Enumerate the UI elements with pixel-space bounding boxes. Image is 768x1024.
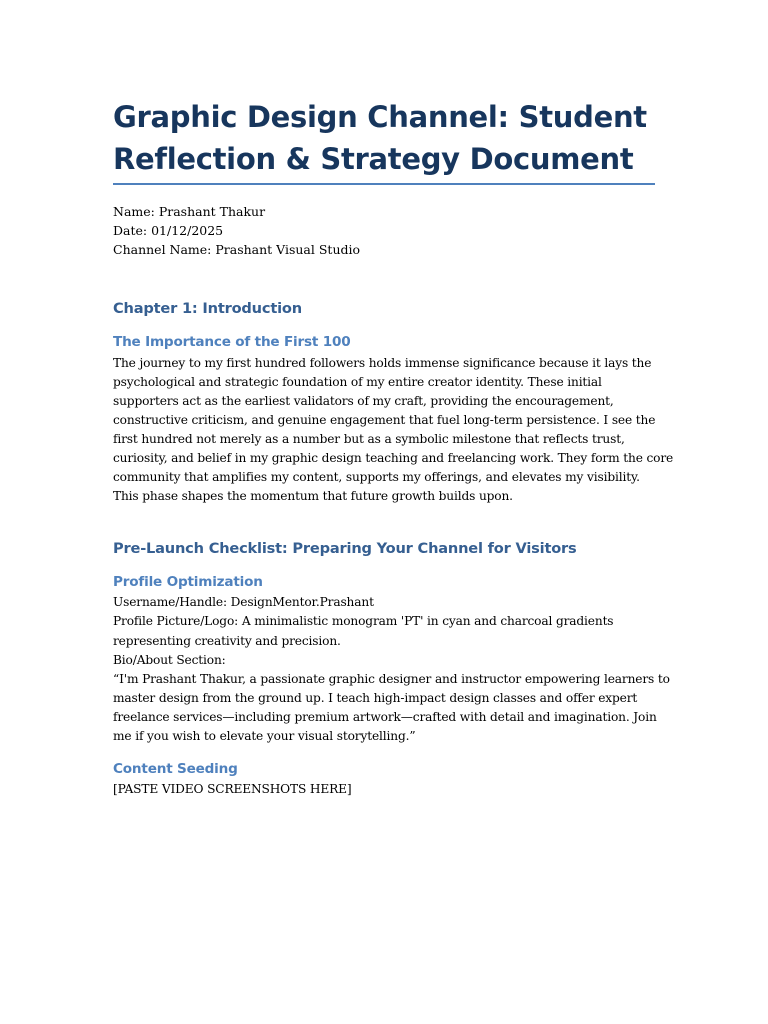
paragraph-line: constructive criticism, and genuine engagement that fuel long-term persistence. I see the (113, 412, 656, 427)
paragraph-line: curiosity, and belief in my graphic design teaching and freelancing work. They form the core (113, 451, 674, 466)
profile-optimization-subheading: Profile Optimization (113, 574, 263, 591)
screenshot-placeholder-text: [PASTE VIDEO SCREENSHOTS HERE] (113, 782, 352, 797)
prelaunch-heading: Pre-Launch Checklist: Preparing Your Channel for Visitors (113, 540, 577, 558)
meta-date: Date: 01/12/2025 (113, 223, 224, 239)
title-line-1: Graphic Design Channel: Student (113, 100, 647, 134)
paragraph-line: This phase shapes the momentum that future growth builds upon. (113, 489, 513, 504)
paragraph-line: psychological and strategic foundation of my entire creator identity. These initial (113, 374, 602, 389)
title-line-2: Reflection & Strategy Document (113, 142, 634, 176)
profile-bio-line: “I'm Prashant Thakur, a passionate graphic designer and instructor empowering learners to (113, 671, 670, 686)
profile-optimization-text (113, 593, 670, 746)
profile-bio-line: me if you wish to elevate your visual storytelling.” (113, 729, 416, 744)
document-title (113, 96, 655, 180)
profile-handle-line: Username/Handle: DesignMentor.Prashant (113, 595, 374, 610)
paragraph-line: The journey to my first hundred followers holds immense significance because it lays the (113, 355, 652, 370)
profile-bio-line: master design from the ground up. I teach high-impact design classes and offer expert (113, 690, 638, 705)
document-page (113, 96, 674, 799)
meta-name: Name: Prashant Thakur (113, 204, 266, 219)
content-seeding-subheading: Content Seeding (113, 761, 238, 778)
first-100-paragraph (113, 354, 674, 507)
profile-bio-line: freelance services—including premium artwork—crafted with detail and imagination. Join (113, 709, 657, 724)
title-underline (113, 183, 655, 185)
profile-logo-line: Profile Picture/Logo: A minimalistic monogram 'PT' in cyan and charcoal gradients (113, 614, 614, 629)
paragraph-line: supporters act as the earliest validators of my craft, providing the encouragement, (113, 393, 614, 408)
profile-logo-line-cont: representing creativity and precision. (113, 633, 341, 648)
profile-bio-label: Bio/About Section: (113, 652, 226, 667)
document-meta (113, 202, 655, 260)
first-100-subheading: The Importance of the First 100 (113, 333, 351, 350)
paragraph-line: community that amplifies my content, supports my offerings, and elevates my visibility. (113, 470, 640, 485)
paragraph-line: first hundred not merely as a number but as a symbolic milestone that reflects trust, (113, 431, 625, 446)
chapter-1-heading: Chapter 1: Introduction (113, 299, 302, 317)
meta-channel: Channel Name: Prashant Visual Studio (113, 242, 361, 258)
